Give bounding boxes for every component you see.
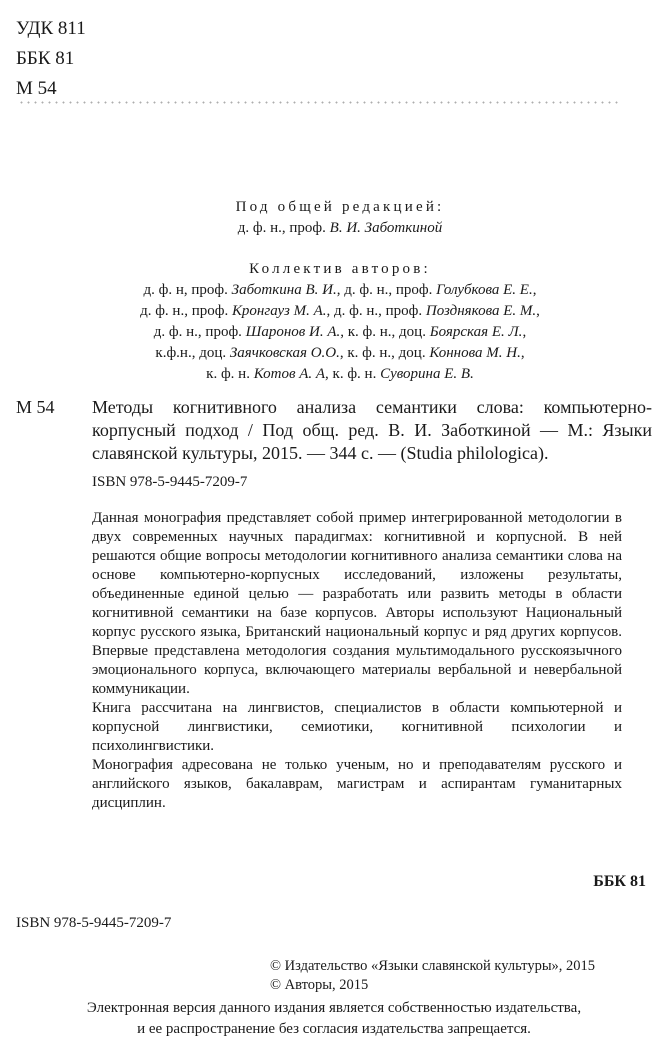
- author-degree: к.ф.н., доц.: [155, 345, 230, 361]
- author-name: Боярская Е. Л.: [429, 324, 523, 340]
- author-line: [60, 301, 620, 322]
- entry-mark: М 54: [16, 397, 55, 417]
- classification-codes: [16, 14, 86, 104]
- editorial-heading: Под общей редакцией:: [235, 199, 445, 215]
- abstract-paragraph: Книга рассчитана на лингвистов, специалистов в области компьютерной и корпусной лингвистики, семиотики, когнитивной психологии и психолингвистики.: [92, 700, 622, 754]
- bbk-bottom: ББК 81: [593, 873, 646, 890]
- dotted-divider: [18, 101, 618, 104]
- authors-heading: Коллектив авторов:: [249, 261, 431, 277]
- author-name: Заячковская О.О.: [229, 345, 340, 361]
- editor-degree: д. ф. н., проф.: [237, 220, 326, 236]
- author-line: [60, 280, 620, 301]
- author-name: Коннова М. Н.: [429, 345, 521, 361]
- author-name: Позднякова Е. М.: [425, 303, 537, 319]
- footer-line: и ее распространение без согласия издательства запрещается.: [137, 1021, 531, 1037]
- author-line: [60, 322, 620, 343]
- author-degree: , к. ф. н., доц.: [339, 345, 430, 361]
- author-degree: ,: [522, 324, 527, 340]
- author-name: Голубкова Е. Е.: [436, 282, 533, 298]
- abstract-paragraph: Монография адресована не только ученым, но и преподавателям русского и английского языков, бакалаврам, магистрам и аспирантам гуманитарных дисциплин.: [92, 757, 622, 811]
- author-degree: , к. ф. н.: [325, 366, 381, 382]
- copyright-publisher: © Издательство «Языки славянской культуры», 2015: [270, 958, 596, 974]
- copyright-authors: © Авторы, 2015: [270, 977, 369, 993]
- authors-block: [60, 259, 620, 385]
- author-degree: ,: [536, 303, 540, 319]
- author-degree: ,: [520, 345, 525, 361]
- copyright-block: [270, 957, 595, 995]
- abstract: [92, 509, 622, 813]
- author-name: Заботкина В. И.: [231, 282, 337, 298]
- abstract-paragraph: Данная монография представляет собой пример интегрированной методологии в двух современных научных парадигмах: когнитивной и корпусной. В ней решаются общие вопросы методологии когнитивного анализа семантики слова на основе компьютерно-корпусных исследований, изложены результаты, объединенные единой целью — разработать или развить методы в области когнитивной семантики на базе корпусов. Авторы используют Национальный корпус русского языка, Британский национальный корпус и ряд других корпусов. Впервые представлена методология создания мультимодального русскоязычного эмоционального корпуса, включающего материалы вербальной и невербальной коммуникации.: [92, 510, 622, 697]
- isbn-top: ISBN 978-5-9445-7209-7: [92, 474, 248, 490]
- author-name: Суворина Е. В.: [380, 366, 474, 382]
- author-degree: д. ф. н., проф.: [140, 303, 232, 319]
- author-degree: д. ф. н., проф.: [153, 324, 246, 340]
- authors-list: [60, 280, 620, 385]
- author-name: Шаронов И. А.: [245, 324, 341, 340]
- author-degree: ,: [532, 282, 537, 298]
- entry-text: Методы когнитивного анализа семантики слова: компьютерно-корпусный подход / Под общ. ред. В. И. Заботкиной — М.: Языки славянской культуры, 2015. — 344 с. — (Studia philologica).: [92, 397, 652, 463]
- bbk-code: ББК 81: [16, 48, 75, 69]
- editorial-line: [60, 218, 620, 239]
- author-line: [60, 364, 620, 385]
- editorial-block: [60, 197, 620, 239]
- udk-code: УДК 811: [16, 18, 86, 39]
- bibliographic-entry: [16, 396, 652, 465]
- author-name: Кронгауз М. А.: [231, 303, 327, 319]
- author-degree: к. ф. н.: [206, 366, 254, 382]
- author-degree: , к. ф. н., доц.: [340, 324, 430, 340]
- footer-line: Электронная версия данного издания является собственностью издательства,: [86, 1000, 582, 1016]
- author-name: Котов А. А: [253, 366, 326, 382]
- isbn-bottom: ISBN 978-5-9445-7209-7: [16, 915, 172, 931]
- author-mark: М 54: [16, 78, 57, 99]
- editor-name: В. И. Заботкиной: [329, 220, 443, 236]
- author-degree: , д. ф. н., проф.: [336, 282, 437, 298]
- footer-notice: [0, 998, 668, 1040]
- author-degree: д. ф. н, проф.: [143, 282, 232, 298]
- author-line: [60, 343, 620, 364]
- author-degree: , д. ф. н., проф.: [326, 303, 426, 319]
